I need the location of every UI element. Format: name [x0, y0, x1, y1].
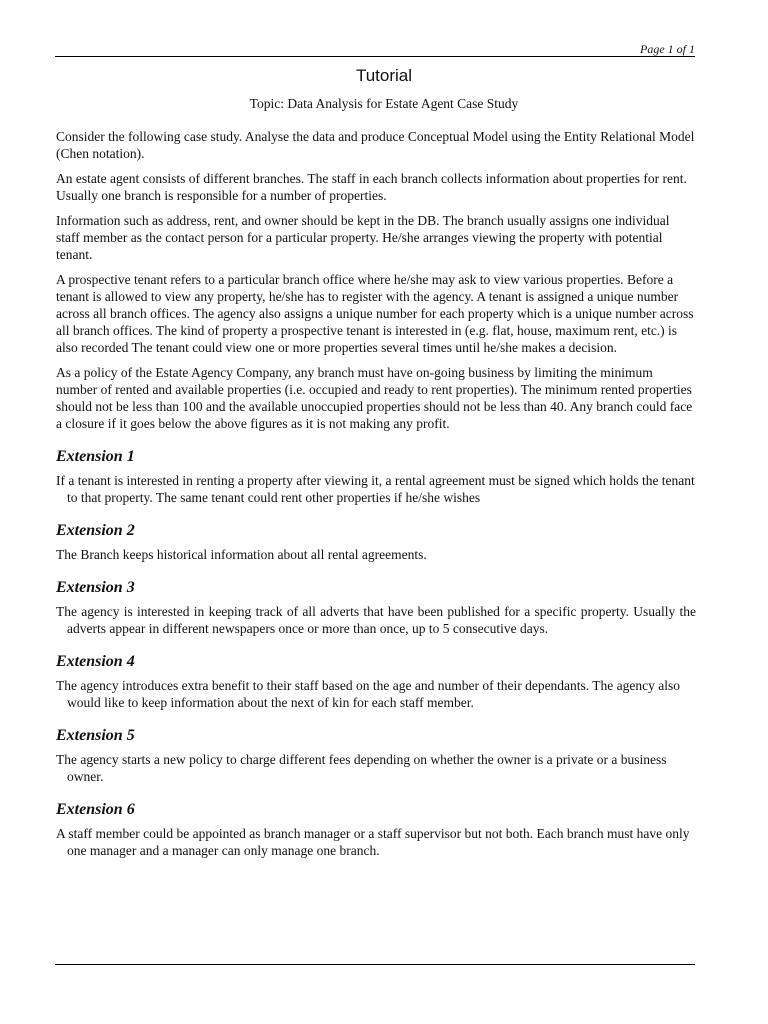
paragraph: Information such as address, rent, and owner should be kept in the DB. The branch usually assigns one individual staff member as the contact person for a particular property. He/she arranges viewing the property with potential tenant.	[56, 213, 670, 262]
paragraph: A prospective tenant refers to a particular branch office where he/she may ask to view various properties. Before a tenant is allowed to view any property, he/she has to register with the agency. A tenant is assigned a unique number across all branch offices. The agency also assigns a unique number for each property which is a unique number across all branch offices. The kind of property a prospective tenant is interested in (e.g. flat, house, maximum rent, etc.) is also recorded The tenant could view one or more properties several times until he/she makes a decision.	[56, 272, 694, 355]
extension-heading: Extension 1	[56, 448, 135, 465]
paragraph: As a policy of the Estate Agency Company, any branch must have on-going business by limiting the minimum number of rented and available properties (i.e. occupied and ready to rent properties). The minimum rented properties should not be less than 100 and the available unoccupied properties should not be less than 40. Any branch could face a closure if it goes below the above figures as it is not making any profit.	[56, 365, 693, 431]
paragraph: Consider the following case study. Analyse the data and produce Conceptual Model using the Entity Relational Model (Chen notation).	[56, 129, 695, 161]
footer-rule	[55, 964, 695, 965]
extension-text: The Branch keeps historical information about all rental agreements.	[56, 547, 427, 562]
extension-text: The agency introduces extra benefit to their staff based on the age and number of their dependants. The agency also would like to keep information about the next of kin for each staff member.	[56, 678, 681, 710]
extension-text: The agency starts a new policy to charge different fees depending on whether the owner is a private or a business owner.	[56, 752, 667, 784]
extension-heading: Extension 3	[56, 579, 135, 596]
extension-text: A staff member could be appointed as branch manager or a staff supervisor but not both. Each branch must have only one manager and a manager can only manage one branch.	[56, 826, 690, 858]
header-rule	[55, 56, 695, 57]
extension-heading: Extension 6	[56, 801, 135, 818]
document-topic: Topic: Data Analysis for Estate Agent Case Study	[249, 96, 519, 111]
extension-text: If a tenant is interested in renting a property after viewing it, a rental agreement must be signed which holds the tenant to that property. The same tenant could rent other properties if he/she wishes	[56, 473, 695, 505]
paragraph: An estate agent consists of different branches. The staff in each branch collects information about properties for rent. Usually one branch is responsible for a number of properties.	[56, 171, 687, 203]
page-number: Page 1 of 1	[640, 42, 695, 56]
extension-heading: Extension 4	[56, 653, 135, 670]
document-body	[56, 128, 696, 859]
extension-heading: Extension 2	[56, 522, 135, 539]
extension-heading: Extension 5	[56, 727, 135, 744]
document-title: Tutorial	[355, 66, 413, 85]
extension-text: The agency is interested in keeping track of all adverts that have been published for a specific property. Usually the adverts appear in different newspapers once or more than once, up to 5 consecutive days.	[56, 604, 696, 636]
